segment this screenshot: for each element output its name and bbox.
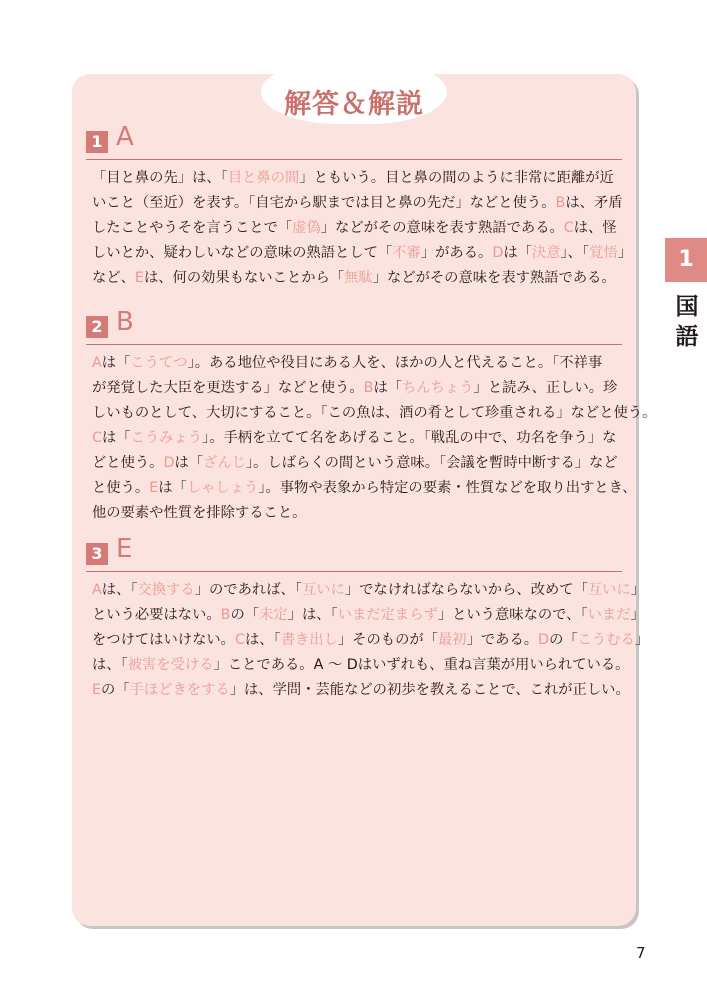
text-segment: 」でなければならないから、改めて「 <box>344 582 588 598</box>
highlighted-term: D <box>163 455 175 471</box>
text-segment: の「 <box>230 607 260 623</box>
text-segment: 」。ある地位や役目にある人を、ほかの人と代えること。「不祥事 <box>187 355 603 371</box>
highlighted-term: 決意 <box>531 245 561 261</box>
highlighted-term: いまだ <box>587 607 631 623</box>
text-line <box>92 166 616 191</box>
text-segment: は「 <box>174 455 204 471</box>
highlighted-term: 未定 <box>259 607 288 623</box>
highlighted-term: 書き出し <box>280 632 338 648</box>
text-segment: 他の要素や性質を排除すること。 <box>92 505 307 521</box>
text-segment: は、何の効果もないことから「 <box>143 270 345 286</box>
page-title: 解答＆解説 <box>284 89 424 120</box>
highlighted-term: 最初 <box>437 632 467 648</box>
highlighted-term: こうみょう <box>130 430 203 446</box>
text-segment: 」は、「 <box>287 607 338 623</box>
text-line <box>92 476 637 501</box>
text-segment: 」。手柄を立てて名をあげること。「戦乱の中で、功名を争う」な <box>202 430 617 446</box>
text-segment: 」と読み、正しい。珍 <box>473 380 618 396</box>
text-segment: の「 <box>101 682 130 698</box>
text-line <box>92 376 616 401</box>
answer-section-1 <box>86 122 632 291</box>
text-segment: 」。しばらくの間という意味。「会議を暫時中断する」など <box>245 455 618 471</box>
section-header <box>86 534 622 572</box>
highlighted-term: 互いに <box>587 582 631 598</box>
text-segment: など、 <box>92 270 135 286</box>
highlighted-term: 不審 <box>392 245 421 261</box>
highlighted-term: A <box>92 582 102 598</box>
text-segment: の「 <box>549 632 578 648</box>
text-segment: 」などがその意味を表す熟語である。 <box>372 270 616 286</box>
chapter-tab: 1 <box>665 238 707 282</box>
highlighted-term: 無駄 <box>344 270 373 286</box>
highlighted-term: E <box>149 480 159 496</box>
highlighted-term: いまだ定まらず <box>337 607 438 623</box>
title-tab <box>261 60 447 124</box>
text-line <box>92 628 650 653</box>
text-segment: は「 <box>101 430 131 446</box>
text-segment: は「 <box>503 245 532 261</box>
highlighted-term: A <box>92 355 102 371</box>
highlighted-term: 被害を受ける <box>127 657 214 673</box>
highlighted-term: 虚偽 <box>292 220 321 236</box>
text-segment: 」ことである。A ～ Dはいずれも、重ね言葉が用いられている。 <box>213 657 630 673</box>
section-header <box>86 307 622 345</box>
text-segment: 」 <box>634 632 650 648</box>
highlighted-term: 手ほどきをする <box>129 682 230 698</box>
text-line <box>92 216 616 241</box>
text-line <box>92 426 616 451</box>
text-line <box>92 653 630 678</box>
section-number-badge: 2 <box>86 316 108 338</box>
chapter-label-char: 国 <box>675 294 699 320</box>
highlighted-term: D <box>492 245 504 261</box>
text-segment: 「目と鼻の先」は、「 <box>92 170 228 186</box>
highlighted-term: C <box>234 632 245 648</box>
answer-letter: B <box>116 307 134 337</box>
text-segment: は、「 <box>101 582 138 598</box>
text-segment: 」。事物や表象から特定の要素・性質などを取り出すとき、 <box>258 480 637 496</box>
highlighted-term: こうてつ <box>130 355 188 371</box>
text-segment: 」 <box>630 582 646 598</box>
text-segment: は、「 <box>92 657 128 673</box>
text-segment: どと使う。 <box>92 455 164 471</box>
text-segment: と使う。 <box>92 480 150 496</box>
text-segment: しいものとして、大切にすること。「この魚は、酒の肴として珍重される」などと使う。 <box>92 405 657 421</box>
text-segment: は「 <box>373 380 403 396</box>
section-number-badge: 3 <box>86 543 108 565</box>
highlighted-term: しゃしょう <box>186 480 259 496</box>
answer-letter: E <box>116 534 133 564</box>
section-number-badge: 1 <box>86 131 108 153</box>
text-segment: 」ともいう。目と鼻の間のように非常に距離が近 <box>299 170 614 186</box>
text-segment: 」 <box>617 245 632 261</box>
highlighted-term: 交換する <box>137 582 195 598</box>
highlighted-term: D <box>538 632 550 648</box>
highlighted-term: E <box>92 682 102 698</box>
text-segment: は「 <box>158 480 187 496</box>
explanation-text <box>92 578 650 703</box>
page-number: 7 <box>636 944 646 962</box>
text-segment: 」 <box>630 607 645 623</box>
text-segment: が発覚した大臣を更迭する」などと使う。 <box>92 380 364 396</box>
text-segment: をつけてはいけない。 <box>92 632 235 648</box>
highlighted-term: 互いに <box>301 582 345 598</box>
highlighted-term: ちんちょう <box>402 380 474 396</box>
text-segment: 」そのものが「 <box>337 632 438 648</box>
answer-section-2 <box>86 307 657 526</box>
text-segment: は「 <box>101 355 131 371</box>
text-segment: 」は、学問・芸能などの初歩を教えることで、これが正しい。 <box>229 682 630 698</box>
text-segment: 」のであれば、「 <box>194 582 302 598</box>
explanation-text <box>92 351 657 526</box>
text-segment: 」などがその意味を表す熟語である。 <box>320 220 564 236</box>
section-header <box>86 122 622 160</box>
text-segment: 」、「 <box>560 245 590 261</box>
highlighted-term: E <box>134 270 144 286</box>
text-line <box>92 578 646 603</box>
text-line <box>92 241 632 266</box>
text-line <box>92 191 623 216</box>
text-line <box>92 401 657 426</box>
highlighted-term: C <box>563 220 574 236</box>
highlighted-term: B <box>220 607 231 623</box>
text-segment: 」という意味なので、「 <box>437 607 588 623</box>
text-segment: は、怪 <box>573 220 617 236</box>
text-line <box>92 501 616 526</box>
text-segment: したことやうそを言うことで「 <box>92 220 293 236</box>
text-segment: は、「 <box>244 632 281 648</box>
text-segment: は、矛盾 <box>565 195 623 211</box>
text-segment: 」である。 <box>466 632 539 648</box>
chapter-label-char: 語 <box>675 324 699 350</box>
text-line <box>92 603 645 628</box>
text-segment: 」がある。 <box>420 245 493 261</box>
chapter-label <box>672 292 702 352</box>
explanation-text <box>92 166 632 291</box>
text-segment: という必要はない。 <box>92 607 221 623</box>
highlighted-term: こうむる <box>577 632 635 648</box>
highlighted-term: ざんじ <box>203 455 246 471</box>
highlighted-term: 目と鼻の間 <box>227 170 300 186</box>
highlighted-term: B <box>363 380 374 396</box>
text-segment: しいとか、疑わしいなどの意味の熟語として「 <box>92 245 393 261</box>
highlighted-term: C <box>92 430 102 446</box>
highlighted-term: 覚悟 <box>589 245 618 261</box>
highlighted-term: B <box>555 195 566 211</box>
text-line <box>92 351 616 376</box>
text-segment: いこと（至近）を表す。「自宅から駅までは目と鼻の先だ」などと使う。 <box>92 195 556 211</box>
text-line <box>92 266 616 291</box>
answer-section-3 <box>86 534 650 703</box>
text-line <box>92 451 616 476</box>
text-line <box>92 678 630 703</box>
answer-letter: A <box>116 122 134 152</box>
